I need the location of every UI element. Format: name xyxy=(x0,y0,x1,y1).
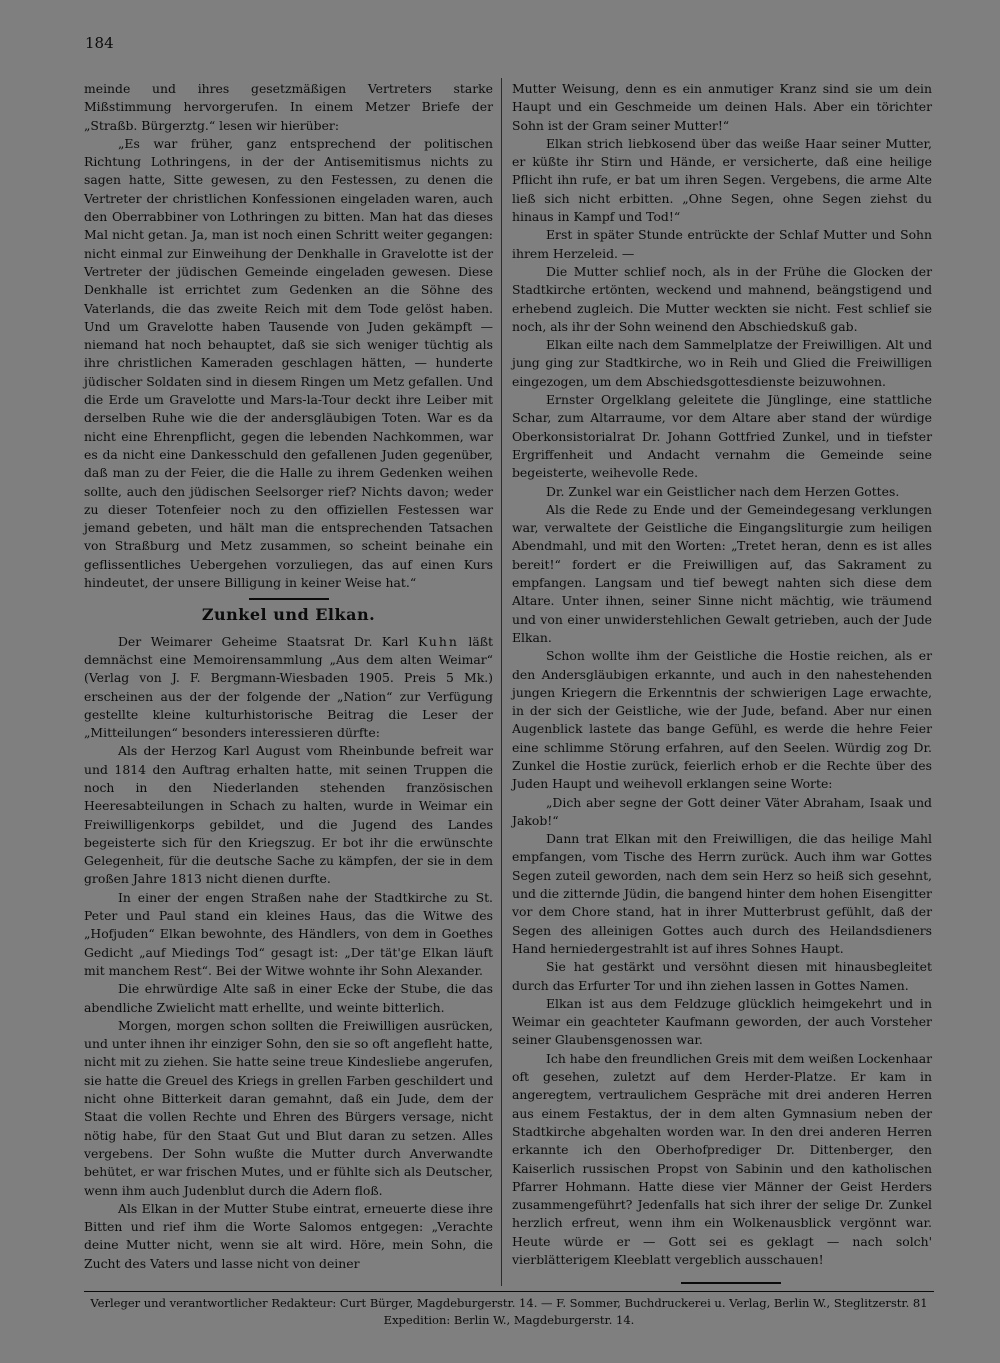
paragraph: Die Mutter schlief noch, als in der Frühe die Glocken der Stadtkirche ertönten, weckend und mahnend, beängstigend und erhebend zugleich. Die Mutter weckten sie nicht. Fest schlief sie noch, als ihr der Sohn weinend den Abschiedskuß gab. xyxy=(512,263,932,334)
paragraph: Sie hat gestärkt und versöhnt diesen mit hinausbegleitet durch das Erfurter Tor und ihn ziehen lassen in Gottes Namen. xyxy=(512,959,932,993)
left-column xyxy=(84,80,493,1273)
article-title: Zunkel und Elkan. xyxy=(201,605,376,625)
right-column xyxy=(512,80,932,1269)
paragraph: Schon wollte ihm der Geistliche die Hostie reichen, als er den Andersgläubigen erkannte, und auch in den nahestehenden jungen Kriegern die Erkenntnis der schwierigen Lage erwachte, in der sich der Geistliche, wie der Jude, befand. Aber nur einen Augenblick lastete das bange Gefühl, es werde die hehre Feier eine schlimme Störung erfahren, auf den Seelen. Würdig zog Dr. Zunkel die Hostie zurück, feierlich erhob er die Rechte über des Juden Haupt und weihevoll erklangen seine Worte: xyxy=(512,648,932,792)
imprint-publisher: Verleger und verantwortlicher Redakteur: Curt Bürger, Magdeburgerstr. 14. — F. Sommer, Buchdruckerei u. Verlag, Berlin W., Steglitzerstr. 81 xyxy=(90,1296,928,1310)
article-intro xyxy=(84,633,493,743)
imprint-footer xyxy=(84,1295,934,1329)
paragraph: In einer der engen Straßen nahe der Stadtkirche zu St. Peter und Paul stand ein kleines Haus, das die Witwe des „Hofjuden“ Elkan bewohnte, des Händlers, von dem in Goethes Gedicht „auf Miedings Tod“ gesagt ist: „Der tät'ge Elkan läuft mit manchem Rest“. Bei der Witwe wohnte ihr Sohn Alexander. xyxy=(84,889,493,978)
paragraph: Als die Rede zu Ende und der Gemeindegesang verklungen war, verwaltete der Geistliche die Eingangsliturgie zum heiligen Abendmahl, und mit den Worten: „Tretet heran, denn es ist alles bereit!“ fordert er die Freiwilligen auf, das Sakrament zu empfangen. Langsam und tief bewegt nahten sich diese dem Altare. Unter ihnen, seiner Sinne nicht mächtig, wie träumend und von einer unwiderstehlichen Gewalt getrieben, auch der Jude Elkan. xyxy=(512,501,932,645)
paragraph: Elkan strich liebkosend über das weiße Haar seiner Mutter, er küßte ihr Stirn und Hände, er versicherte, daß eine heilige Pflicht ihn rufe, er bat um ihren Segen. Vergebens, die arme Alte ließ sich nicht erbitten. „Ohne Segen, ohne Segen ziehst du hinaus in Kampf und Tod!“ xyxy=(512,135,932,225)
paragraph: Elkan eilte nach dem Sammelplatze der Freiwilligen. Alt und jung ging zur Stadtkirche, wo in Reih und Glied die Freiwilligen eingezogen, um dem Abschiedsgottesdienste beizuwohnen. xyxy=(512,337,932,389)
paragraph: Erst in später Stunde entrückte der Schlaf Mutter und Sohn ihrem Herzeleid. — xyxy=(512,227,932,261)
blessing-quote: „Dich aber segne der Gott deiner Väter Abraham, Isaak und Jakob!“ xyxy=(512,794,932,828)
column-divider xyxy=(501,78,502,1286)
author-name: Kuhn xyxy=(417,633,459,649)
intro-text: Der Weimarer Geheime Staatsrat Dr. Karl xyxy=(118,633,418,649)
paragraph: Dr. Zunkel war ein Geistlicher nach dem Herzen Gottes. xyxy=(546,483,900,499)
paragraph: Morgen, morgen schon sollten die Freiwilligen ausrücken, und unter ihnen ihr einziger Sohn, den sie so oft angefleht hatte, nicht mit zu ziehen. Sie hatte seine treue Kindesliebe angerufen, sie hatte die Greuel des Kriegs in grellen Farben geschildert und nicht ohne Bitterkeit daran gemahnt, daß ein Jude, dem der Staat die vollen Rechte und Ehren des Bürgers versage, nicht nötig habe, für den Staat Gut und Blut daran zu setzen. Alles vergebens. Der Sohn wußte die Mutter durch Anverwandte behütet, er war frischen Mutes, und er fühlte sich als Deutscher, wenn ihm auch Judenblut durch die Adern floß. xyxy=(84,1017,493,1198)
paragraph: Ich habe den freundlichen Greis mit dem weißen Lockenhaar oft gesehen, zuletzt auf dem Herder-Platze. Er kam in angeregtem, vertraulichem Gespräche mit drei anderen Herren aus einem Festaktus, der in dem alten Gymnasium neben der Stadtkirche abgehalten worden war. In den drei anderen Herren erkannte ich den Oberhofprediger Dr. Dittenberger, den Kaiserlich russischen Propst von Sabinin und den katholischen Pfarrer Hohmann. Hatte diese vier Männer der Geist Herders zusammengeführt? Jedenfalls hat sich ihrer der selige Dr. Zunkel herzlich erfreut, wenn ihm ein Wolkenausblick vergönnt war. Heute würde er — Gott sei es geklagt — nach solch' vierblätterigem Kleeblatt vergeblich ausschauen! xyxy=(512,1050,932,1267)
paragraph: Als der Herzog Karl August vom Rheinbunde befreit war und 1814 den Auftrag erhalten hatte, mit seinen Truppen die noch in den Niederlanden stehenden französischen Heeresabteilungen in Schach zu halten, wurde in Weimar ein Freiwilligenkorps gebildet, und die Jugend des Landes begeisterte sich für den Kriegszug. Er bot ihr die erwünschte Gelegenheit, für die deutsche Sache zu kämpfen, der sie in dem großen Jahre 1813 nicht dienen durfte. xyxy=(84,743,493,887)
paragraph: Elkan ist aus dem Feldzuge glücklich heimgekehrt und in Weimar ein geachteter Kaufmann geworden, der auch Vorsteher seiner Glaubensgenossen war. xyxy=(512,995,932,1048)
paragraph: Ernster Orgelklang geleitete die Jünglinge, eine stattliche Schar, zum Altarraume, vor dem Altare aber stand der würdige Oberkonsistorialrat Dr. Johann Gottfried Zunkel, und in tiefster Ergriffenheit und Andacht vernahm die Gemeinde seine begeisterte, weihevolle Rede. xyxy=(512,392,932,481)
page-number: 184 xyxy=(85,34,114,52)
quoted-letter: „Es war früher, ganz entsprechend der politischen Richtung Lothringens, in der der Antisemitismus nichts zu sagen hatte, Sitte gewesen, zu den Festessen, zu denen die Vertreter der christlichen Konfessionen eingeladen waren, auch den Oberrabbiner von Lothringen zu bitten. Man hat das dieses Mal nicht getan. Ja, man ist noch einen Schritt weiter gegangen: nicht einmal zur Einweihung der Denkhalle in Gravelotte ist der Vertreter der jüdischen Gemeinde eingeladen gewesen. Diese Denkhalle ist errichtet zum Gedenken an die Söhne des Vaterlands, die das zweite Reich mit dem Tode gelöst haben. Und um Gravelotte haben Tausende von Juden gekämpft — niemand hat noch behauptet, daß sie sich weniger tüchtig als ihre christlichen Kameraden geschlagen hätten, — hunderte jüdischer Soldaten sind in diesem Ringen um Metz gefallen. Und die Erde um Gravelotte und Mars-la-Tour deckt ihre Leiber mit derselben Ruhe wie die der andersgläubigen Toten. War es da nicht eine Ehrenpflicht, gegen die lebenden Nachkommen, war es da nicht eine Dankesschuld den gefallenen Juden gegenüber, daß man zu der Feier, die die Halle zu ihrem Gedenken weihen sollte, auch den jüdischen Seelsorger rief? Nichts davon; weder zu dieser Totenfeier noch zu den offiziellen Festessen war jemand gebeten, und hält man die entsprechenden Tatsachen von Straßburg und Metz zusammen, so scheint beinahe ein geflissentliches Uebergehen vorzuliegen, das auf einen Kurs hindeutet, der unsere Billigung in keiner Weise hat.“ xyxy=(84,135,493,591)
end-rule xyxy=(681,1282,781,1284)
intro-text: läßt demnächst eine Memoirensammlung „Aus dem alten Weimar“ (Verlag von J. F. Bergmann-Wiesbaden 1905. Preis 5 Mk.) erscheinen aus der der folgende der „Nation“ zur Verfügung gestellte kleine kulturhistorische Beitrag die Leser der „Mitteilungen“ besonders interessieren dürfte: xyxy=(84,633,493,741)
paragraph: Als Elkan in der Mutter Stube eintrat, erneuerte diese ihre Bitten und rief ihm die Worte Salomos entgegen: „Verachte deine Mutter nicht, wenn sie alt wird. Höre, mein Sohn, die Zucht des Vaters und lasse nicht von deiner xyxy=(84,1200,493,1271)
paragraph: Die ehrwürdige Alte saß in einer Ecke der Stube, die das abendliche Zwielicht matt erhellte, und weinte bitterlich. xyxy=(84,981,493,1015)
paragraph: Mutter Weisung, denn es ein anmutiger Kranz sind sie um dein Haupt und ein Geschmeide um deinen Hals. Aber ein törichter Sohn ist der Gram seiner Mutter!“ xyxy=(512,81,932,133)
footer-rule xyxy=(84,1291,934,1292)
paragraph: Dann trat Elkan mit den Freiwilligen, die das heilige Mahl empfangen, vom Tische des Herrn zurück. Auch ihm war Gottes Segen zuteil geworden, nach dem sein Herz so heiß sich gesehnt, und die zitternde Jüdin, die bangend hinter dem hohen Eisengitter vor dem Chore stand, hat in ihrer Mutterbrust gefühlt, daß der Segen des alleinigen Gottes auch durch des Heilandsdieners Hand herniedergestrahlt ist auf ihres Sohnes Haupt. xyxy=(512,831,932,956)
article-separator xyxy=(249,598,329,600)
imprint-expedition: Expedition: Berlin W., Magdeburgerstr. 14. xyxy=(383,1313,635,1327)
paragraph: meinde und ihres gesetzmäßigen Vertreters starke Mißstimmung hervorgerufen. In einem Metzer Briefe der „Straßb. Bürgerztg.“ lesen wir hierüber: xyxy=(84,81,493,133)
